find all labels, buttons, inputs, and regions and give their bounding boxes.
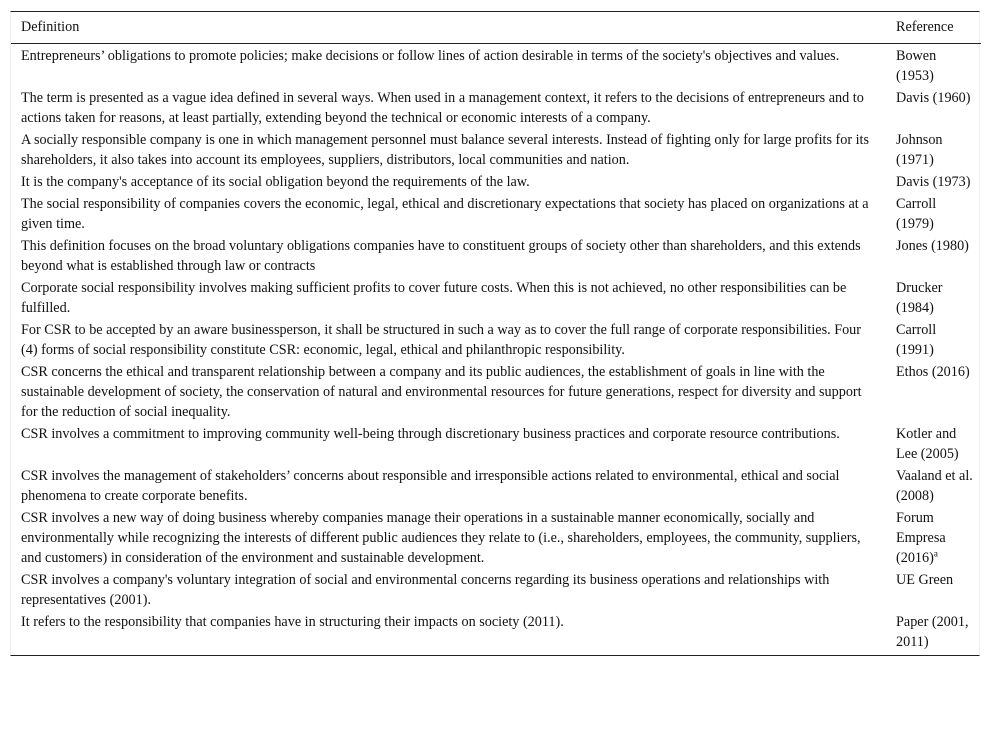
table-row — [11, 319, 981, 361]
definition-cell: CSR involves a commitment to improving community well-being through discretionary business practices and corporate resource contributions. — [21, 426, 840, 442]
csr-definitions-table — [11, 12, 981, 655]
definitions-table-frame — [10, 11, 980, 656]
reference-cell: Johnson (1971) — [896, 132, 943, 168]
reference-cell: Drucker (1984) — [896, 280, 943, 316]
definition-cell: CSR involves a company's voluntary integration of social and environmental concerns regarding its business operations and relationships with representatives (2001). — [21, 572, 830, 608]
definition-cell: CSR involves the management of stakeholders’ concerns about responsible and irresponsible actions related to environmental, ethical and social phenomena to create corporate benefits. — [21, 468, 840, 504]
definition-cell: For CSR to be accepted by an aware businessperson, it shall be structured in such a way as to cover the full range of corporate responsibilities. Four (4) forms of social responsibility constitute CSR: economic, legal, ethical and philanthropic responsibility. — [21, 322, 861, 358]
table-row — [11, 129, 981, 171]
reference-cell — [886, 507, 981, 569]
header-reference: Reference — [886, 12, 981, 44]
table-row — [11, 465, 981, 507]
reference-cell: Paper (2001, 2011) — [896, 614, 969, 650]
reference-cell: Carroll (1991) — [896, 322, 937, 358]
table-row — [11, 235, 981, 277]
table-row — [11, 611, 981, 655]
table-row — [11, 277, 981, 319]
table-row — [11, 87, 981, 129]
table-row — [11, 193, 981, 235]
reference-cell: Davis (1960) — [896, 90, 971, 106]
table-row — [11, 569, 981, 611]
table-row — [11, 423, 981, 465]
footnote-marker: a — [933, 548, 938, 559]
reference-cell: UE Green — [896, 572, 954, 588]
reference-cell: Ethos (2016) — [896, 364, 970, 380]
table-row — [11, 361, 981, 423]
definition-cell: CSR concerns the ethical and transparent relationship between a company and its public audiences, the establishment of goals in line with the sustainable development of society, the conservation of natural and environmental resources for future generations, respect for diversity and support for the reduction of social inequality. — [21, 364, 862, 420]
table-row — [11, 44, 981, 88]
reference-text: Forum Empresa (2016) — [896, 510, 946, 566]
definition-cell: The term is presented as a vague idea defined in several ways. When used in a management context, it refers to the decisions of entrepreneurs and to actions taken for reasons, at least partially, extending beyond the technical or economic interests of a company. — [21, 90, 864, 126]
definition-cell: A socially responsible company is one in which management personnel must balance several interests. Instead of fighting only for large profits for its shareholders, it also takes into account its employees, suppliers, distributors, local communities and nation. — [21, 132, 870, 168]
reference-cell: Carroll (1979) — [896, 196, 937, 232]
definition-cell: The social responsibility of companies covers the economic, legal, ethical and discretionary expectations that society has placed on organizations at a given time. — [21, 196, 869, 232]
table-row — [11, 507, 981, 569]
definition-cell: It refers to the responsibility that companies have in structuring their impacts on society (2011). — [21, 614, 564, 630]
definition-cell: Corporate social responsibility involves making sufficient profits to cover future costs. When this is not achieved, no other responsibilities can be fulfilled. — [21, 280, 847, 316]
definition-cell: This definition focuses on the broad voluntary obligations companies have to constituent groups of society other than shareholders, and this extends beyond what is established through law or contracts — [21, 238, 861, 274]
table-header-row — [11, 12, 981, 44]
reference-cell: Bowen (1953) — [896, 48, 937, 84]
reference-cell: Kotler and Lee (2005) — [896, 426, 959, 462]
definition-cell: It is the company's acceptance of its social obligation beyond the requirements of the law. — [21, 174, 530, 190]
reference-cell: Vaaland et al. (2008) — [896, 468, 973, 504]
reference-cell: Jones (1980) — [896, 238, 969, 254]
table-row — [11, 171, 981, 193]
definition-cell: CSR involves a new way of doing business whereby companies manage their operations in a sustainable manner economically, socially and environmentally while recognizing the interests of different public audiences they relate to (i.e., shareholders, employees, the community, suppliers, and customers) in consideration of the environment and sustainable development. — [21, 510, 861, 566]
reference-cell: Davis (1973) — [896, 174, 971, 190]
header-definition: Definition — [11, 12, 886, 44]
definition-cell: Entrepreneurs’ obligations to promote policies; make decisions or follow lines of action desirable in terms of the society's objectives and values. — [21, 48, 840, 64]
